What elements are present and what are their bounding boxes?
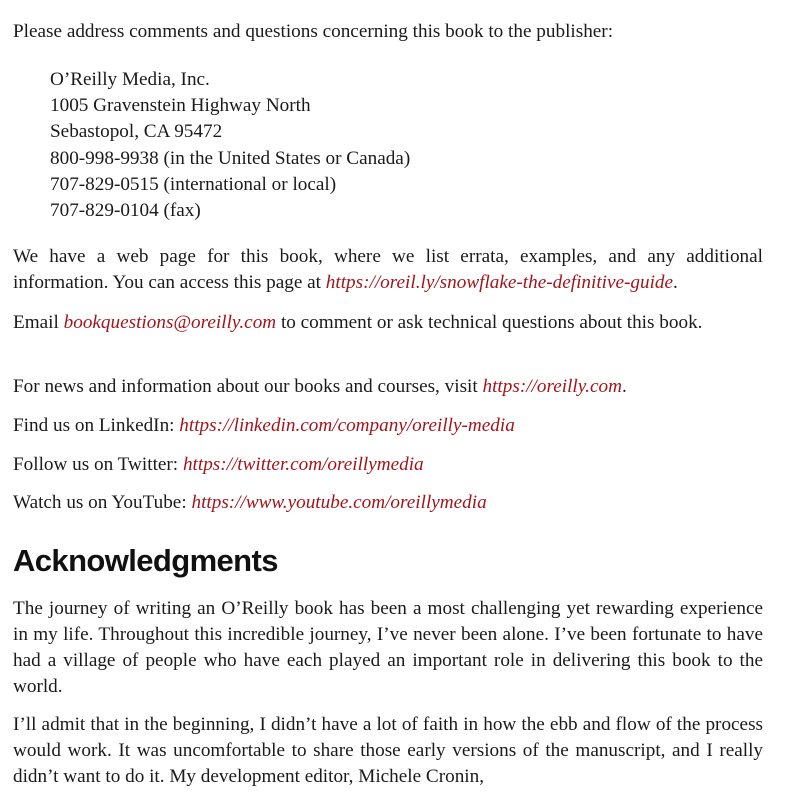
address-line: 707-829-0104 (fax) — [50, 200, 201, 222]
webpage-text: We have a web page for this book, where we list errata, examples, and any additional information. You can access this page at — [13, 246, 763, 293]
news-paragraph — [13, 374, 763, 400]
linkedin-paragraph — [13, 413, 763, 439]
address-line: 800-998-9938 (in the United States or Canada) — [50, 147, 411, 169]
youtube-paragraph — [13, 490, 763, 516]
oreilly-link[interactable]: https://oreilly.com — [482, 376, 622, 397]
youtube-label: Watch us on YouTube: — [13, 492, 192, 513]
address-line: O’Reilly Media, Inc. — [50, 69, 210, 90]
email-prefix: Email — [13, 312, 64, 333]
webpage-end: . — [673, 272, 678, 293]
twitter-paragraph — [13, 452, 763, 478]
acknowledgments-paragraph-2: I’ll admit that in the beginning, I didn’t have a lot of faith in how the ebb and flow of the process would work. It was uncomfortable to share those early versions of the manuscript, and I really didn’t want to do it. My development editor, Michele Cronin, — [13, 714, 763, 787]
acknowledgments-paragraph-1: The journey of writing an O’Reilly book has been a most challenging yet rewarding experience in my life. Throughout this incredible journey, I’ve never been alone. I’ve been fortunate to have had a village of people who have each played an important role in delivering this book to the world. — [13, 598, 763, 697]
email-suffix: to comment or ask technical questions about this book. — [276, 312, 703, 333]
email-paragraph — [13, 310, 763, 336]
youtube-link[interactable]: https://www.youtube.com/oreillymedia — [191, 492, 487, 513]
email-link[interactable]: bookquestions@oreilly.com — [63, 312, 277, 333]
linkedin-link[interactable]: https://linkedin.com/company/oreilly-media — [179, 415, 515, 436]
contact-intro: Please address comments and questions concerning this book to the publisher: — [13, 21, 614, 42]
address-line: 1005 Gravenstein Highway North — [50, 95, 311, 117]
address-line: Sebastopol, CA 95472 — [50, 121, 223, 143]
twitter-link[interactable]: https://twitter.com/oreillymedia — [182, 454, 424, 475]
address-line: 707-829-0515 (international or local) — [50, 173, 337, 195]
publisher-address — [50, 67, 410, 224]
twitter-label: Follow us on Twitter: — [13, 454, 183, 475]
linkedin-label: Find us on LinkedIn: — [13, 415, 180, 436]
webpage-paragraph — [13, 244, 763, 296]
book-webpage-link[interactable]: https://oreil.ly/snowflake-the-definitive-guide — [325, 272, 674, 293]
news-text: For news and information about our books and courses, visit — [13, 376, 483, 397]
news-end: . — [621, 376, 627, 397]
acknowledgments-heading: Acknowledgments — [13, 543, 278, 578]
